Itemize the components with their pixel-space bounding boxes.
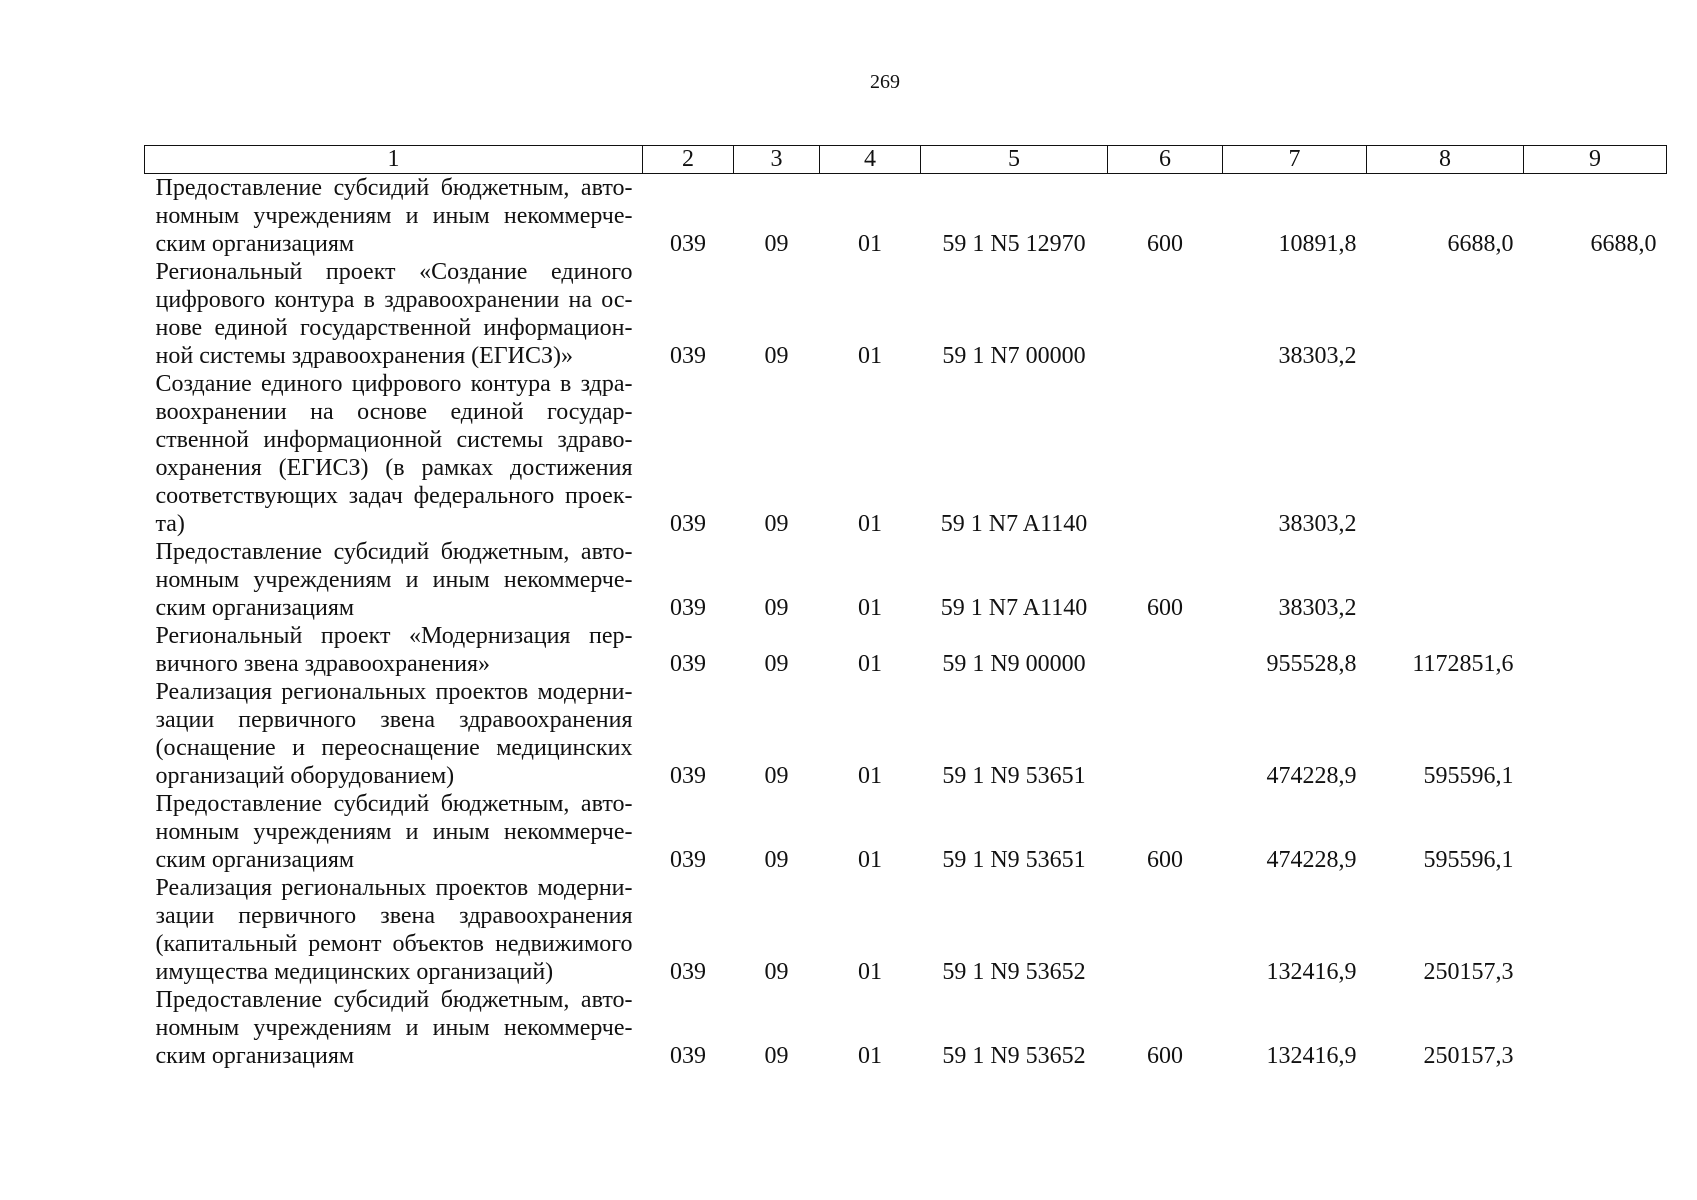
row-amount-col7: 38303,2 (1278, 343, 1357, 369)
row-amount-col9 (1524, 370, 1667, 538)
row-name: Предоставление субсидий бюджетным, автономным учреждениям и иным некоммерческим организациям (155, 987, 633, 1069)
row-amount-col8 (1367, 258, 1524, 370)
row-amount-col8: 250157,3 (1423, 959, 1514, 985)
row-amount-col9 (1524, 790, 1667, 874)
table-row (145, 258, 1667, 370)
row-name: Предоставление субсидий бюджетным, автономным учреждениям и иным некоммерческим организациям (155, 175, 633, 257)
row-amount-col8 (1367, 538, 1524, 622)
row-expense-type (1108, 370, 1223, 538)
budget-table (144, 145, 1667, 1070)
row-subsection-code: 01 (858, 595, 882, 621)
row-name: Предоставление субсидий бюджетным, автономным учреждениям и иным некоммерческим организациям (155, 539, 633, 621)
row-target-code: 59 1 N7 00000 (942, 343, 1086, 369)
row-amount-col7: 38303,2 (1278, 595, 1357, 621)
table-row (145, 986, 1667, 1070)
row-expense-type (1108, 258, 1223, 370)
row-amount-col9 (1524, 874, 1667, 986)
row-ministry-code: 039 (670, 511, 706, 537)
row-section-code: 09 (764, 511, 789, 537)
row-amount-col7: 10891,8 (1278, 231, 1357, 257)
row-name: Реализация региональных проектов модернизации первичного звена здравоохранения (капитальный ремонт объектов недвижимого имущества медицинских организаций) (155, 875, 633, 985)
row-subsection-code: 01 (858, 959, 882, 985)
row-subsection-code: 01 (858, 511, 882, 537)
row-amount-col8: 1172851,6 (1412, 651, 1514, 677)
table-row (145, 790, 1667, 874)
row-amount-col8: 250157,3 (1423, 1043, 1514, 1069)
row-name: Создание единого цифрового контура в здравоохранении на основе единой государственной информационной системы здравоохранения (ЕГИСЗ) (в рамках достижения соответствующих задач федерального проекта) (155, 371, 633, 537)
row-ministry-code: 039 (670, 1043, 706, 1069)
row-target-code: 59 1 N9 53652 (942, 1043, 1086, 1069)
row-amount-col8: 595596,1 (1423, 763, 1514, 789)
row-target-code: 59 1 N5 12970 (942, 231, 1086, 257)
row-ministry-code: 039 (670, 651, 706, 677)
row-target-code: 59 1 N7 A1140 (940, 595, 1088, 621)
row-amount-col9 (1524, 622, 1667, 678)
header-col-9: 9 (1524, 146, 1667, 174)
row-expense-type: 600 (1147, 595, 1183, 621)
row-ministry-code: 039 (670, 231, 706, 257)
row-section-code: 09 (764, 1043, 789, 1069)
row-target-code: 59 1 N9 53652 (942, 959, 1086, 985)
header-col-4: 4 (820, 146, 921, 174)
header-row (145, 146, 1667, 174)
row-amount-col7: 132416,9 (1266, 1043, 1357, 1069)
table-row (145, 874, 1667, 986)
row-amount-col7: 474228,9 (1266, 847, 1357, 873)
row-ministry-code: 039 (670, 763, 706, 789)
row-name: Региональный проект «Создание единого цифрового контура в здравоохранении на основе единой государственной информационной системы здравоохранения (ЕГИСЗ)» (155, 259, 633, 369)
row-target-code: 59 1 N9 00000 (942, 651, 1086, 677)
row-name: Предоставление субсидий бюджетным, автономным учреждениям и иным некоммерческим организациям (155, 791, 633, 873)
row-section-code: 09 (764, 343, 789, 369)
header-col-7: 7 (1223, 146, 1367, 174)
row-amount-col9 (1524, 258, 1667, 370)
row-ministry-code: 039 (670, 595, 706, 621)
row-subsection-code: 01 (858, 343, 882, 369)
row-amount-col8: 595596,1 (1423, 847, 1514, 873)
header-col-2: 2 (643, 146, 734, 174)
row-amount-col9 (1524, 986, 1667, 1070)
row-ministry-code: 039 (670, 959, 706, 985)
table-row (145, 174, 1667, 259)
row-ministry-code: 039 (670, 847, 706, 873)
row-amount-col9: 6688,0 (1590, 231, 1657, 257)
header-col-1: 1 (145, 146, 643, 174)
header-col-8: 8 (1367, 146, 1524, 174)
row-name: Реализация региональных проектов модернизации первичного звена здравоохранения (оснащение и переоснащение медицинских организаций оборудованием) (155, 679, 633, 789)
row-subsection-code: 01 (858, 847, 882, 873)
row-name: Региональный проект «Модернизация первичного звена здравоохранения» (155, 623, 633, 677)
row-expense-type (1108, 874, 1223, 986)
row-subsection-code: 01 (858, 1043, 882, 1069)
row-subsection-code: 01 (858, 651, 882, 677)
table-row (145, 538, 1667, 622)
row-expense-type (1108, 622, 1223, 678)
row-section-code: 09 (764, 847, 789, 873)
header-col-3: 3 (734, 146, 820, 174)
row-expense-type (1108, 678, 1223, 790)
row-section-code: 09 (764, 231, 789, 257)
row-amount-col7: 955528,8 (1266, 651, 1357, 677)
table-row (145, 370, 1667, 538)
row-amount-col7: 38303,2 (1278, 511, 1357, 537)
table-row (145, 622, 1667, 678)
row-expense-type: 600 (1147, 847, 1183, 873)
row-amount-col7: 132416,9 (1266, 959, 1357, 985)
row-section-code: 09 (764, 651, 789, 677)
row-section-code: 09 (764, 595, 789, 621)
row-amount-col7: 474228,9 (1266, 763, 1357, 789)
row-target-code: 59 1 N9 53651 (942, 847, 1086, 873)
row-subsection-code: 01 (858, 763, 882, 789)
row-ministry-code: 039 (670, 343, 706, 369)
row-expense-type: 600 (1147, 1043, 1183, 1069)
row-amount-col9 (1524, 678, 1667, 790)
page-number: 269 (870, 71, 900, 93)
header-col-5: 5 (921, 146, 1108, 174)
row-expense-type: 600 (1147, 231, 1183, 257)
row-section-code: 09 (764, 763, 789, 789)
row-target-code: 59 1 N9 53651 (942, 763, 1086, 789)
row-amount-col9 (1524, 538, 1667, 622)
row-target-code: 59 1 N7 A1140 (940, 511, 1088, 537)
row-section-code: 09 (764, 959, 789, 985)
table-row (145, 678, 1667, 790)
row-amount-col8 (1367, 370, 1524, 538)
row-subsection-code: 01 (858, 231, 882, 257)
header-col-6: 6 (1108, 146, 1223, 174)
row-amount-col8: 6688,0 (1447, 231, 1514, 257)
